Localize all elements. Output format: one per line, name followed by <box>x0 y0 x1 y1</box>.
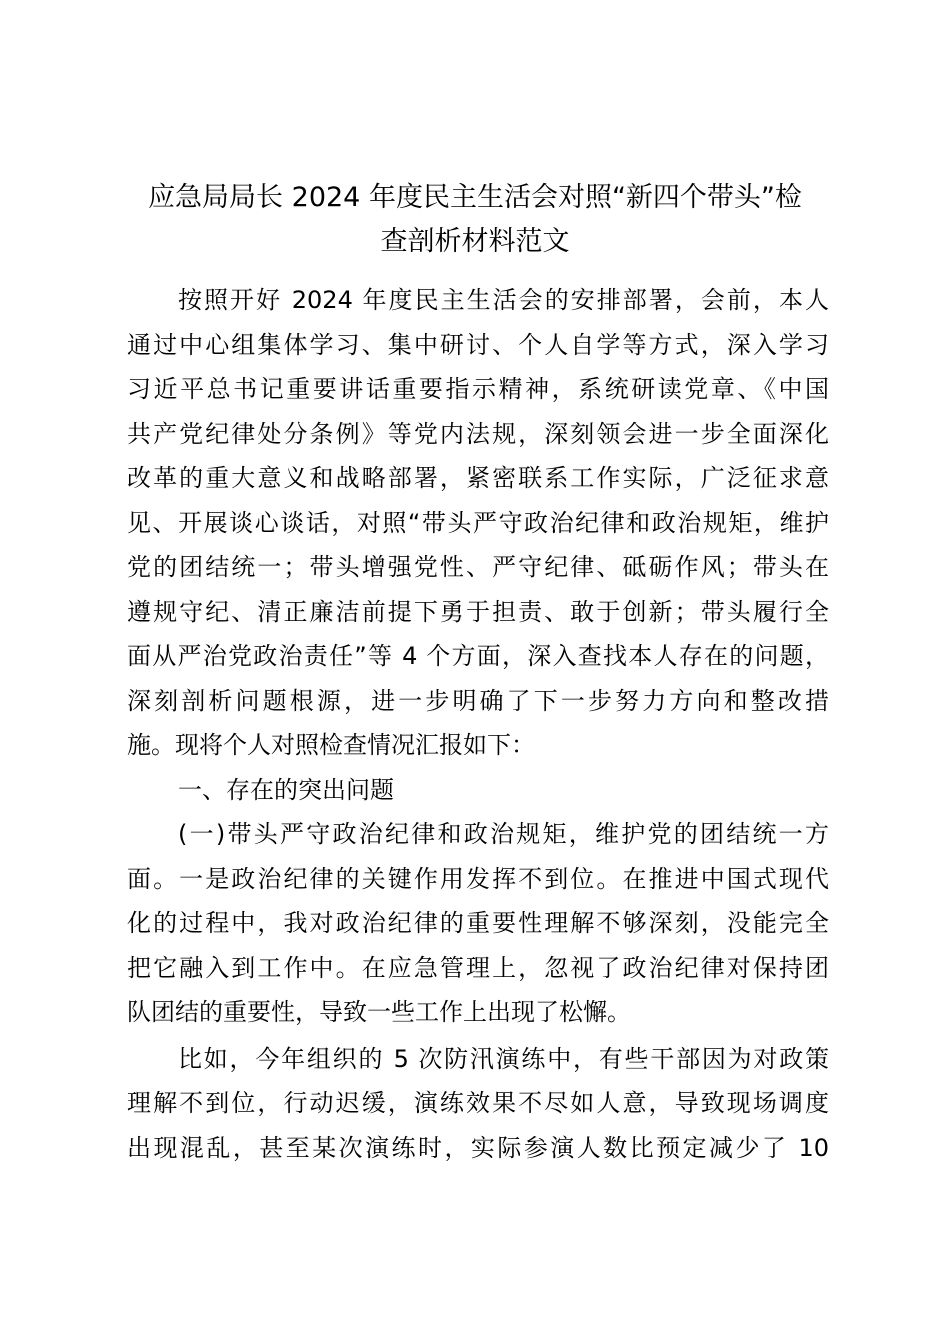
paragraph-example <box>127 1037 829 1171</box>
title-line: 查剖析材料范文 <box>380 226 570 257</box>
text-line: 遵规守纪、清正廉洁前提下勇于担责、敢于创新；带头履行全 <box>127 597 829 626</box>
document-body <box>127 278 829 1170</box>
section-heading <box>127 768 829 813</box>
text-line: 按照开好 2024 年度民主生活会的安排部署，会前，本人 <box>178 286 829 314</box>
text-line: 习近平总书记重要讲话重要指示精神，系统研读党章、《中国 <box>127 375 829 403</box>
paragraph-intro <box>127 278 829 768</box>
text-line: 把它融入到工作中。在应急管理上，忽视了政治纪律对保持团 <box>127 953 829 982</box>
text-line: 见、开展谈心谈话，对照“带头严守政治纪律和政治规矩，维护 <box>127 508 829 537</box>
text-line: 出现混乱，甚至某次演练时，实际参演人数比预定减少了 10 <box>127 1133 829 1162</box>
text-line: 理解不到位，行动迟缓，演练效果不尽如人意，导致现场调度 <box>127 1089 829 1117</box>
text-line: (一)带头严守政治纪律和政治规矩，维护党的团结统一方 <box>178 820 829 848</box>
title-line: 应急局局长 2024 年度民主生活会对照“新四个带头”检 <box>148 182 802 213</box>
text-line: 党的团结统一；带头增强党性、严守纪律、砥砺作风；带头在 <box>127 553 829 581</box>
paragraph-item-one <box>127 812 829 1035</box>
document-title <box>110 176 840 264</box>
text-line: 通过中心组集体学习、集中研讨、个人自学等方式，深入学习 <box>127 330 829 359</box>
text-line: 队团结的重要性，导致一些工作上出现了松懈。 <box>127 998 631 1026</box>
text-line: 面。一是政治纪律的关键作用发挥不到位。在推进中国式现代 <box>127 864 829 893</box>
text-line: 改革的重大意义和战略部署，紧密联系工作实际，广泛征求意 <box>127 464 829 492</box>
text-line: 共产党纪律处分条例》等党内法规，深刻领会进一步全面深化 <box>127 419 829 448</box>
text-line: 比如，今年组织的 5 次防汛演练中，有些干部因为对政策 <box>178 1044 829 1073</box>
heading-line: 一、存在的突出问题 <box>178 775 394 804</box>
text-line: 化的过程中，我对政治纪律的重要性理解不够深刻，没能完全 <box>127 909 829 937</box>
text-line: 面从严治党政治责任”等 4 个方面，深入查找本人存在的问题， <box>127 642 829 670</box>
text-line: 深刻剖析问题根源，进一步明确了下一步努力方向和整改措 <box>127 686 829 715</box>
text-line: 施。现将个人对照检查情况汇报如下： <box>127 731 535 759</box>
